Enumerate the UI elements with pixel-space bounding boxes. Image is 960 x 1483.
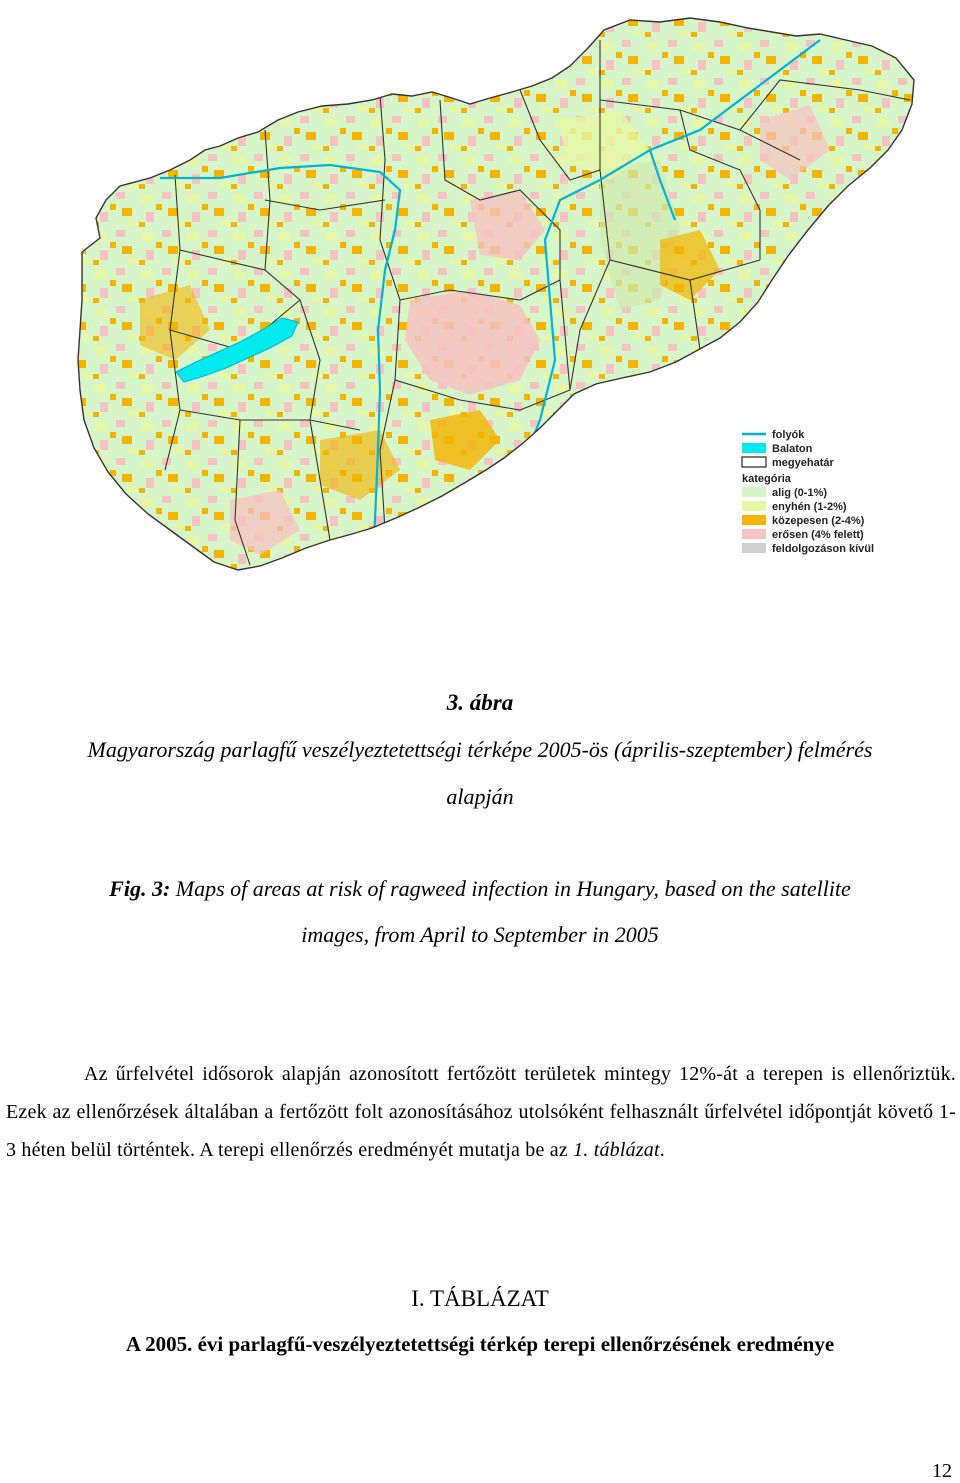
english-caption-prefix: Fig. 3: — [109, 876, 171, 901]
risk-map-figure — [0, 0, 960, 600]
legend-label-kozepesen: közepesen (2-4%) — [772, 515, 865, 527]
body-paragraph — [6, 1055, 956, 1169]
legend-swatch-erosen — [742, 529, 766, 539]
legend-label-enyhen: enyhén (1-2%) — [772, 501, 847, 513]
map-legend — [742, 429, 874, 555]
legend-swatch-alig — [742, 487, 766, 497]
hungary-map — [0, 0, 960, 600]
legend-label-feldolgozason-kivul: feldolgozáson kívül — [772, 543, 875, 555]
table-title: A 2005. évi parlagfű-veszélyeztetettségi térkép terepi ellenőrzésének eredménye — [125, 1332, 835, 1356]
legend-category-heading: kategória — [742, 473, 791, 485]
paragraph-end: . — [659, 1139, 665, 1161]
legend-label-county-border: megyehatár — [772, 457, 834, 469]
table-reference: 1. táblázat — [573, 1139, 660, 1161]
english-caption-line-1 — [0, 876, 960, 902]
legend-swatch-feldolgozason-kivul — [742, 543, 766, 553]
legend-swatch-county-border — [742, 457, 766, 467]
figure-label: 3. ábra — [446, 690, 514, 715]
legend-swatch-enyhen — [742, 501, 766, 511]
page-number: 12 — [932, 1460, 952, 1482]
legend-label-balaton: Balaton — [772, 443, 813, 455]
paragraph-text: Az űrfelvétel idősorok alapján azonosított fertőzött területek mintegy 12%-át a terepen is ellenőriztük. Ezek az ellenőrzések általában a fertőzött folt azonosításához utolsóként felhasznált űrfelvétel időpontját követő 1-3 héten belül történtek. A terepi ellenőrzés eredményét mutatja be az — [6, 1063, 956, 1161]
hungarian-caption-line-1: Magyarország parlagfű veszélyeztetettségi térképe 2005-ös (április-szeptember) felmérés — [87, 737, 873, 762]
english-caption-line-1-text: Maps of areas at risk of ragweed infection in Hungary, based on the satellite — [170, 876, 851, 901]
legend-swatch-kozepesen — [742, 515, 766, 525]
table-number: I. TÁBLÁZAT — [411, 1286, 549, 1311]
hungarian-caption-line-2: alapján — [446, 784, 514, 809]
legend-label-rivers: folyók — [772, 429, 805, 441]
legend-label-alig: alig (0-1%) — [772, 487, 828, 499]
legend-swatch-balaton — [742, 443, 766, 453]
english-caption-line-2: images, from April to September in 2005 — [301, 922, 659, 947]
legend-label-erosen: erősen (4% felett) — [772, 529, 864, 541]
